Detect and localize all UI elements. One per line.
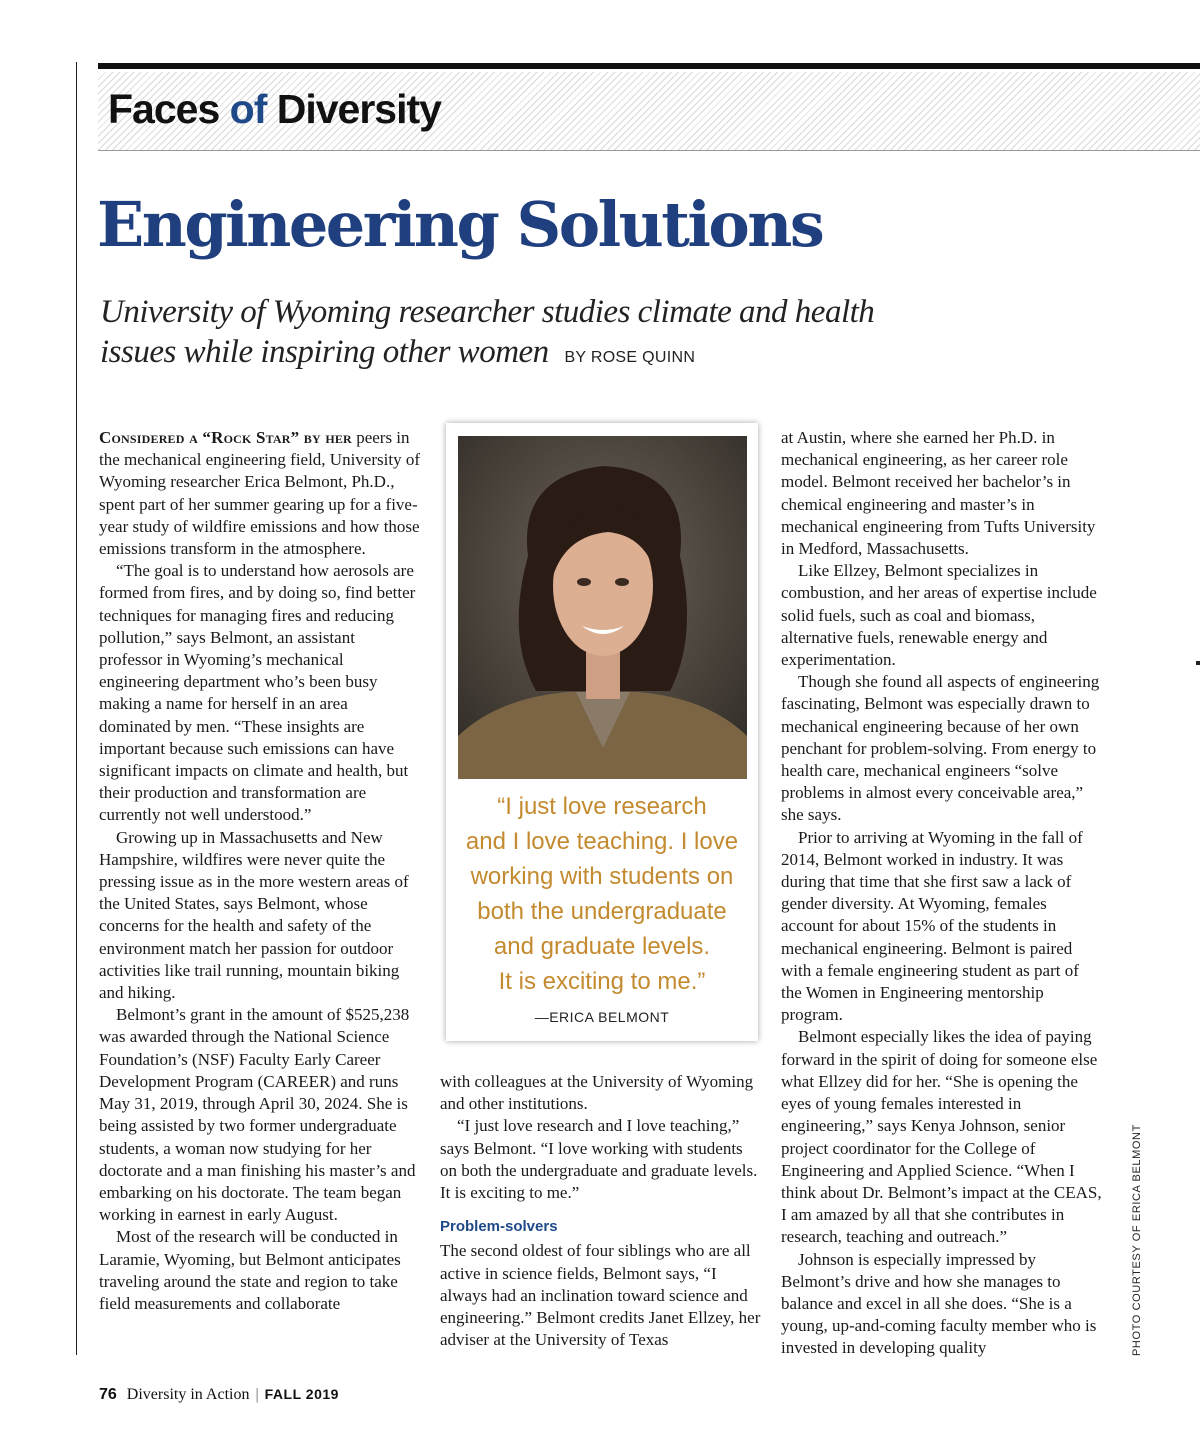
body-paragraph: Prior to arriving at Wyoming in the fall of 2014, Belmont worked in industry. It was during that time that she first saw a lack of gender diversity. At Wyoming, females account for about 15% of the students in mechanical engineering. Belmont is paired with a female engineering student as part of the Women in Engineering mentorship program. [781,827,1083,1025]
pull-quote-line: working with students on [470,863,734,890]
section-header-band [98,72,1200,150]
body-paragraph: at Austin, where she earned her Ph.D. in mechanical engineering, as her career role model. Belmont received her bachelor’s in chemical engineering and master’s in mechanical engineering from Tufts University in Medford, Massachusetts. [781,428,1096,559]
byline: BY ROSE QUINN [564,349,696,366]
photo-credit: PHOTO COURTESY OF ERICA BELMONT [1131,1124,1143,1356]
body-paragraph: Growing up in Massachusetts and New Hampshire, wildfires were never quite the pressing issue as in the more western areas of the United States, says Belmont, whose concerns for the health and safety of the environment match her passion for outdoor activities like trail running, mountain biking and hiking. [99,827,409,1003]
article-deck [100,292,920,378]
body-paragraph: “I just love research and I love teaching,” says Belmont. “I love working with students on both the undergraduate and graduate levels. It is exciting to me.” [440,1116,758,1203]
body-paragraph: Though she found all aspects of engineering fascinating, Belmont was especially drawn to mechanical engineering because of her own penchant for problem-solving. From energy to health care, mechanical engineers “solve problems in almost every conceivable area,” she says. [781,672,1100,825]
pull-quote-box [446,423,758,1041]
issue-label: FALL 2019 [264,1386,339,1402]
section-bottom-rule [98,150,1200,151]
pull-quote-line: It is exciting to me.” [498,968,706,995]
body-paragraph: with colleagues at the University of Wyoming and other institutions. [440,1072,754,1114]
body-paragraph: The second oldest of four siblings who are all active in science fields, Belmont says, “I always had an inclination toward science and engineering.” Belmont credits Janet Ellzey, her adviser at the University of Texas [440,1241,761,1350]
article-headline: Engineering Solutions [97,188,823,261]
section-title [108,86,441,133]
article-column-3 [781,427,1103,1360]
portrait-photo [458,436,747,779]
body-paragraph: Johnson is especially impressed by Belmont’s drive and how she manages to balance and excel in all she does. “She is a young, up-and-coming faculty member who is invested in developing quality [781,1249,1097,1358]
body-paragraph: Like Ellzey, Belmont specializes in combustion, and her areas of expertise include solid fuels, such as coal and biomass, alternative fuels, renewable energy and experimentation. [781,561,1097,670]
page-footer [99,1386,339,1404]
lead-paragraph [99,427,421,560]
body-paragraph: Most of the research will be conducted in Laramie, Wyoming, but Belmont anticipates traveling around the state and region to take field measurements and collaborate [99,1227,401,1313]
article-column-1 [99,427,421,1315]
pull-quote-line: both the undergraduate [477,898,727,925]
pull-quote-attribution: —ERICA BELMONT [534,1009,670,1025]
portrait-illustration [458,436,747,779]
page-number: 76 [99,1386,117,1403]
footer-separator: | [255,1386,259,1403]
edge-mark [1196,661,1200,665]
section-title-of: of [229,86,267,132]
pull-quote-line: and I love teaching. I love [465,828,739,855]
lead-paragraph-text: peers in the mechanical engineering field, University of Wyoming researcher Erica Belmont, Ph.D., spent part of her summer gearing up for a five-year study of wildfire emissions and how those emissions transform in the atmosphere. [99,428,420,559]
body-paragraph: “The goal is to understand how aerosols are formed from fires, and by doing so, find better techniques for managing fires and reducing pollution,” says Belmont, an assistant professor in Wyoming’s mechanical engineering department who’s been busy making a name for herself in an area dominated by men. “These insights are important because such emissions can have significant impacts on climate and health, but their production and transformation are currently not well understood.” [99,561,416,825]
body-paragraph: Belmont especially likes the idea of paying forward in the spirit of doing for someone else what Ellzey did for her. “She is opening the eyes of young females interested in engineering,” says Kenya Johnson, senior project coordinator for the College of Engineering and Applied Science. “When I think about Dr. Belmont’s impact at the CEAS, I am amazed by all that she contributes in research, teaching and outreach.” [781,1027,1102,1247]
magazine-name: Diversity in Action [126,1386,250,1403]
body-paragraph: Belmont’s grant in the amount of $525,238 was awarded through the National Science Foundation’s (NSF) Faculty Early Career Development Program (CAREER) and runs May 31, 2019, through April 30, 2024. She is being assisted by two former undergraduate students, a woman now studying for her doctorate and a man finishing his master’s and embarking on his doctorate. The team began working in earnest in early August. [99,1005,416,1225]
section-top-bar [98,63,1200,69]
lead-in: Considered a “Rock Star” by her [99,428,352,447]
pull-quote-line: and graduate levels. [493,933,711,960]
pull-quote-line: “I just love research [497,793,707,820]
pull-quote [446,789,758,999]
section-title-prefix: Faces [108,86,230,132]
article-column-2 [440,1071,762,1351]
section-title-suffix: Diversity [266,86,441,132]
subhead-problem-solvers: Problem-solvers [440,1218,558,1236]
deck-text: University of Wyoming researcher studies climate and health issues while inspiring other women [100,294,875,370]
page-left-rule [76,62,77,1355]
